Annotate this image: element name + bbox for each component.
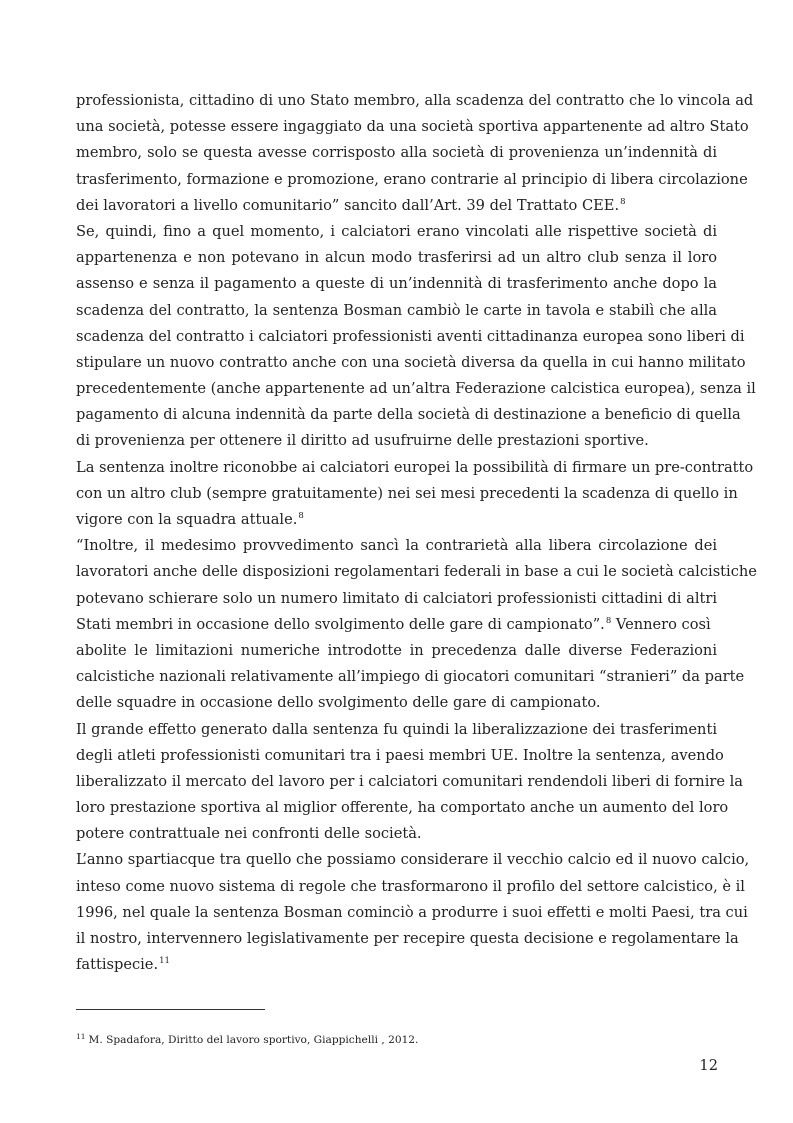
text-line: membro, solo se questa avesse corrisposto alla società di provenienza un’indennità di bbox=[76, 144, 717, 162]
footnote bbox=[76, 1030, 418, 1047]
text-line bbox=[76, 507, 717, 533]
text-line: degli atleti professionisti comunitari tra i paesi membri UE. Inoltre la sentenza, avendo bbox=[76, 746, 724, 764]
text-line: L’anno spartiacque tra quello che possiamo considerare il vecchio calcio ed il nuovo calcio, bbox=[76, 851, 750, 869]
text-line: Il grande effetto generato dalla sentenza fu quindi la liberalizzazione dei trasferimenti bbox=[76, 720, 717, 738]
text-line: assenso e senza il pagamento a queste di un’indennità di trasferimento anche dopo la bbox=[76, 275, 717, 293]
text-segment: Stati membri in occasione dello svolgimento delle gare di campionato”. bbox=[76, 615, 605, 633]
text-line: abolite le limitazioni numeriche introdotte in precedenza dalle diverse Federazioni bbox=[76, 641, 717, 659]
text-line: potevano schierare solo un numero limitato di calciatori professionisti cittadini di altri bbox=[76, 589, 717, 607]
text-segment: dei lavoratori a livello comunitario” sancito dall’Art. 39 del Trattato CEE. bbox=[76, 196, 620, 214]
footnote-reference: 8 bbox=[298, 511, 304, 521]
text-line: calcistiche nazionali relativamente all’impiego di giocatori comunitari “stranieri” da parte bbox=[76, 668, 745, 686]
text-segment: fattispecie. bbox=[76, 956, 159, 974]
text-line: “Inoltre, il medesimo provvedimento sancì la contrarietà alla libera circolazione dei bbox=[76, 537, 717, 555]
text-line: pagamento di alcuna indennità da parte della società di destinazione a beneficio di quella bbox=[76, 406, 741, 424]
text-line: appartenenza e non potevano in alcun modo trasferirsi ad un altro club senza il loro bbox=[76, 249, 717, 267]
footnote-separator bbox=[76, 1009, 265, 1010]
text-line bbox=[76, 612, 717, 638]
page-number: 12 bbox=[699, 1057, 718, 1074]
text-line: inteso come nuovo sistema di regole che trasformarono il profilo del settore calcistico, è il bbox=[76, 877, 745, 895]
text-line bbox=[76, 193, 717, 219]
text-line: professionista, cittadino di uno Stato membro, alla scadenza del contratto che lo vincola ad bbox=[76, 92, 754, 109]
footnote-reference: 8 bbox=[605, 615, 612, 626]
text-line: La sentenza inoltre riconobbe ai calciatori europei la possibilità di firmare un pre-contratto bbox=[76, 458, 754, 476]
text-line: una società, potesse essere ingaggiato da una società sportiva appartenente ad altro Stato bbox=[76, 118, 749, 136]
text-line: con un altro club (sempre gratuitamente) nei sei mesi precedenti la scadenza di quello in bbox=[76, 484, 738, 502]
text-line: di provenienza per ottenere il diritto ad usufruirne delle prestazioni sportive. bbox=[76, 432, 649, 450]
text-line: trasferimento, formazione e promozione, erano contrarie al principio di libera circolazione bbox=[76, 170, 748, 188]
text-segment: Vennero così bbox=[611, 615, 711, 633]
text-line: scadenza del contratto i calciatori professionisti aventi cittadinanza europea sono liberi di bbox=[76, 327, 745, 345]
text-line: potere contrattuale nei confronti delle società. bbox=[76, 825, 422, 843]
text-line: loro prestazione sportiva al miglior offerente, ha comportato anche un aumento del loro bbox=[76, 799, 729, 817]
text-line: liberalizzato il mercato del lavoro per i calciatori comunitari rendendoli liberi di fornire la bbox=[76, 772, 743, 790]
text-line: il nostro, intervennero legislativamente per recepire questa decisione e regolamentare la bbox=[76, 930, 739, 947]
main-text bbox=[76, 88, 757, 978]
footnote-reference: 8 bbox=[620, 196, 626, 207]
text-line: lavoratori anche delle disposizioni regolamentari federali in base a cui le società calcistiche bbox=[76, 563, 757, 581]
text-line: 1996, nel quale la sentenza Bosman cominciò a produrre i suoi effetti e molti Paesi, tra cui bbox=[76, 903, 748, 921]
text-line: stipulare un nuovo contratto anche con una società diversa da quella in cui hanno militato bbox=[76, 353, 746, 371]
text-segment: vigore con la squadra attuale. bbox=[76, 511, 298, 528]
text-line: precedentemente (anche appartenente ad un’altra Federazione calcistica europea), senza il bbox=[76, 380, 756, 398]
text-line: scadenza del contratto, la sentenza Bosman cambiò le carte in tavola e stabilì che alla bbox=[76, 301, 717, 319]
text-line: delle squadre in occasione dello svolgimento delle gare di campionato. bbox=[76, 694, 601, 712]
footnote-text: M. Spadafora, Diritto del lavoro sportivo, Giappichelli , 2012. bbox=[88, 1034, 419, 1046]
footnote-reference: 11 bbox=[159, 956, 170, 967]
footnote-mark: 11 bbox=[76, 1032, 86, 1041]
text-line: Se, quindi, fino a quel momento, i calciatori erano vincolati alle rispettive società di bbox=[76, 222, 717, 240]
text-line bbox=[76, 952, 717, 978]
